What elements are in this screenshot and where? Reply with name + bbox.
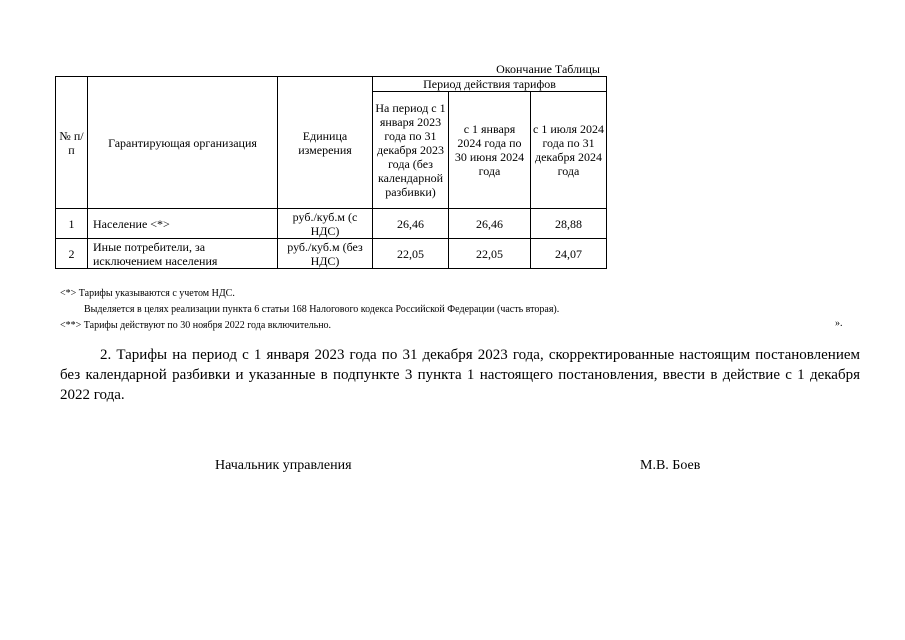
row-value: 22,05: [449, 239, 531, 269]
row-num: 2: [56, 239, 88, 269]
row-value: 22,05: [373, 239, 449, 269]
row-org: Население <*>: [88, 209, 278, 239]
footnote-validity: <**> Тарифы действуют по 30 ноября 2022 года включительно.: [60, 320, 332, 331]
header-num: № п/п: [56, 77, 88, 209]
footnote-tax-code: Выделяется в целях реализации пункта 6 статьи 168 Налогового кодекса Российской Федерации (часть вторая).: [84, 304, 560, 315]
table-caption: Окончание Таблицы: [496, 62, 600, 76]
tariffs-table: [55, 76, 607, 269]
signature-name: М.В. Боев: [640, 458, 701, 473]
table-row: [56, 239, 607, 269]
header-period-2023: На период с 1 января 2023 года по 31 декабря 2023 года (без календарной разбивки): [373, 92, 449, 209]
header-unit: Единица измерения: [278, 77, 373, 209]
row-unit: руб./куб.м (с НДС): [278, 209, 373, 239]
signature-position: Начальник управления: [215, 458, 352, 473]
row-value: 26,46: [373, 209, 449, 239]
row-unit: руб./куб.м (без НДС): [278, 239, 373, 269]
row-value: 24,07: [531, 239, 607, 269]
header-period: Период действия тарифов: [373, 77, 607, 92]
row-value: 26,46: [449, 209, 531, 239]
paragraph-2: 2. Тарифы на период с 1 января 2023 года по 31 декабря 2023 года, скорректированные настоящим постановлением без календарной разбивки и указанные в подпункте 3 пункта 1 настоящего постановления, ввести в действие с 1 декабря 2022 года.: [60, 347, 860, 403]
row-num: 1: [56, 209, 88, 239]
quote-close: ».: [835, 318, 843, 329]
header-org: Гарантирующая организация: [88, 77, 278, 209]
row-org: Иные потребители, за исключением населения: [88, 239, 278, 269]
header-period-2024-h2: с 1 июля 2024 года по 31 декабря 2024 года: [531, 92, 607, 209]
footnote-vat: <*> Тарифы указываются с учетом НДС.: [60, 288, 235, 299]
table-row: [56, 209, 607, 239]
header-period-2024-h1: с 1 января 2024 года по 30 июня 2024 года: [449, 92, 531, 209]
row-value: 28,88: [531, 209, 607, 239]
